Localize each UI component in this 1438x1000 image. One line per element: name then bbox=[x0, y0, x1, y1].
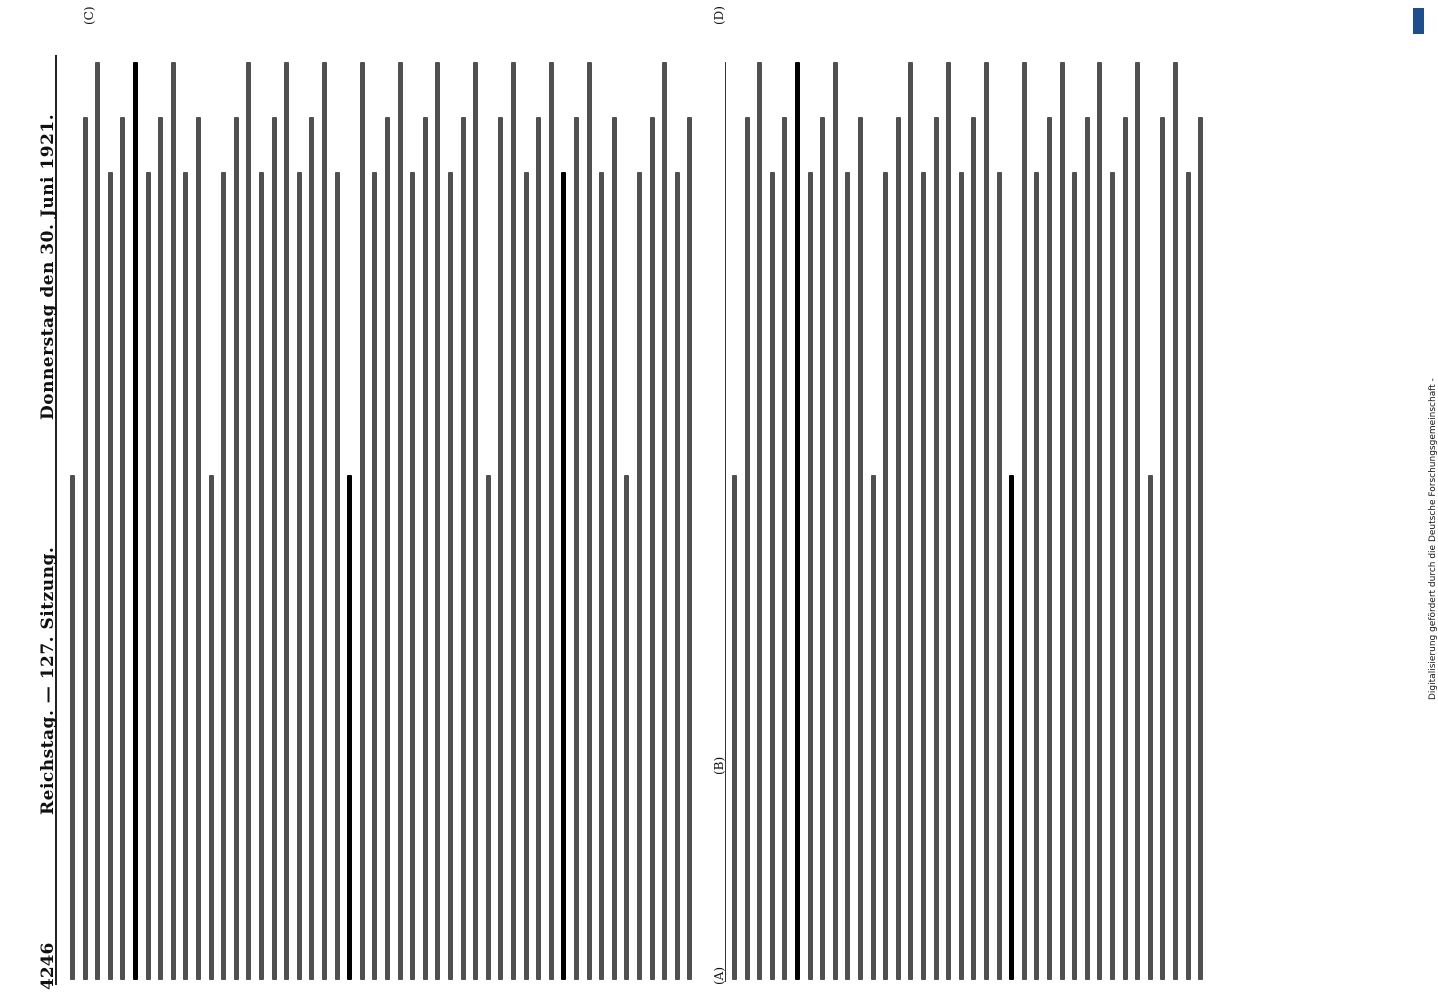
text-line bbox=[650, 117, 655, 980]
text-line bbox=[808, 172, 813, 980]
text-line bbox=[782, 117, 787, 980]
page-number: 4246 bbox=[38, 942, 58, 990]
text-line bbox=[108, 172, 113, 980]
text-line bbox=[574, 117, 579, 980]
text-line bbox=[561, 172, 566, 980]
text-line bbox=[272, 117, 277, 980]
text-line bbox=[675, 172, 680, 980]
text-line bbox=[1123, 117, 1128, 980]
text-line bbox=[360, 62, 365, 980]
text-line bbox=[536, 117, 541, 980]
text-line bbox=[946, 62, 951, 980]
text-line bbox=[1009, 475, 1014, 980]
margin-marker-b: (B) bbox=[712, 756, 726, 775]
text-line bbox=[146, 172, 151, 980]
text-line bbox=[1085, 117, 1090, 980]
text-line bbox=[473, 62, 478, 980]
text-line bbox=[997, 172, 1002, 980]
text-line bbox=[1022, 62, 1027, 980]
text-line bbox=[498, 117, 503, 980]
text-line bbox=[971, 117, 976, 980]
text-line bbox=[732, 475, 737, 980]
text-line bbox=[448, 172, 453, 980]
text-line bbox=[612, 117, 617, 980]
text-line bbox=[1072, 172, 1077, 980]
text-line bbox=[757, 62, 762, 980]
text-line bbox=[209, 475, 214, 980]
text-line bbox=[322, 62, 327, 980]
text-line bbox=[908, 62, 913, 980]
text-line bbox=[335, 172, 340, 980]
dfg-logo bbox=[1413, 8, 1424, 34]
text-line bbox=[883, 172, 888, 980]
digitization-note: Digitalisierung gefördert durch die Deutsche Forschungsgemeinschaft - bbox=[1428, 378, 1438, 700]
text-line bbox=[1060, 62, 1065, 980]
text-line bbox=[246, 62, 251, 980]
text-line bbox=[959, 172, 964, 980]
text-line bbox=[196, 117, 201, 980]
text-line bbox=[599, 172, 604, 980]
text-line bbox=[347, 475, 352, 980]
text-line bbox=[423, 117, 428, 980]
left-text-column bbox=[70, 62, 710, 980]
text-line bbox=[687, 117, 692, 980]
text-line bbox=[259, 172, 264, 980]
text-line bbox=[1148, 475, 1153, 980]
text-line bbox=[820, 117, 825, 980]
text-line bbox=[1034, 172, 1039, 980]
text-line bbox=[624, 475, 629, 980]
text-line bbox=[1160, 117, 1165, 980]
text-line bbox=[398, 62, 403, 980]
text-line bbox=[1110, 172, 1115, 980]
text-line bbox=[1047, 117, 1052, 980]
text-line bbox=[637, 172, 642, 980]
text-line bbox=[234, 117, 239, 980]
text-line bbox=[984, 62, 989, 980]
text-line bbox=[284, 62, 289, 980]
margin-marker-d: (D) bbox=[712, 6, 726, 25]
right-text-column bbox=[732, 62, 1212, 980]
text-line bbox=[120, 117, 125, 980]
text-line bbox=[385, 117, 390, 980]
text-line bbox=[549, 62, 554, 980]
text-line bbox=[435, 62, 440, 980]
text-line bbox=[770, 172, 775, 980]
text-line bbox=[921, 172, 926, 980]
text-line bbox=[845, 172, 850, 980]
text-line bbox=[95, 62, 100, 980]
text-line bbox=[372, 172, 377, 980]
text-line bbox=[183, 172, 188, 980]
text-line bbox=[858, 117, 863, 980]
text-line bbox=[511, 62, 516, 980]
text-line bbox=[158, 117, 163, 980]
text-line bbox=[171, 62, 176, 980]
text-line bbox=[896, 117, 901, 980]
column-divider bbox=[725, 62, 726, 982]
margin-marker-c: (C) bbox=[82, 6, 96, 25]
running-title-right: Donnerstag den 30. Juni 1921. bbox=[38, 113, 58, 420]
text-line bbox=[745, 117, 750, 980]
text-line bbox=[1097, 62, 1102, 980]
running-title-left: Reichstag. — 127. Sitzung. bbox=[38, 546, 58, 815]
text-line bbox=[1173, 62, 1178, 980]
text-line bbox=[461, 117, 466, 980]
margin-marker-a: (A) bbox=[712, 966, 726, 985]
text-line bbox=[1135, 62, 1140, 980]
text-line bbox=[297, 172, 302, 980]
text-line bbox=[524, 172, 529, 980]
text-line bbox=[587, 62, 592, 980]
text-line bbox=[309, 117, 314, 980]
text-line bbox=[70, 475, 75, 980]
text-line bbox=[934, 117, 939, 980]
text-line bbox=[486, 475, 491, 980]
text-line bbox=[1186, 172, 1191, 980]
text-line bbox=[833, 62, 838, 980]
text-line bbox=[662, 62, 667, 980]
text-line bbox=[133, 62, 138, 980]
text-line bbox=[221, 172, 226, 980]
text-line bbox=[83, 117, 88, 980]
text-line bbox=[410, 172, 415, 980]
text-line bbox=[1198, 117, 1203, 980]
text-line bbox=[871, 475, 876, 980]
text-line bbox=[795, 62, 800, 980]
